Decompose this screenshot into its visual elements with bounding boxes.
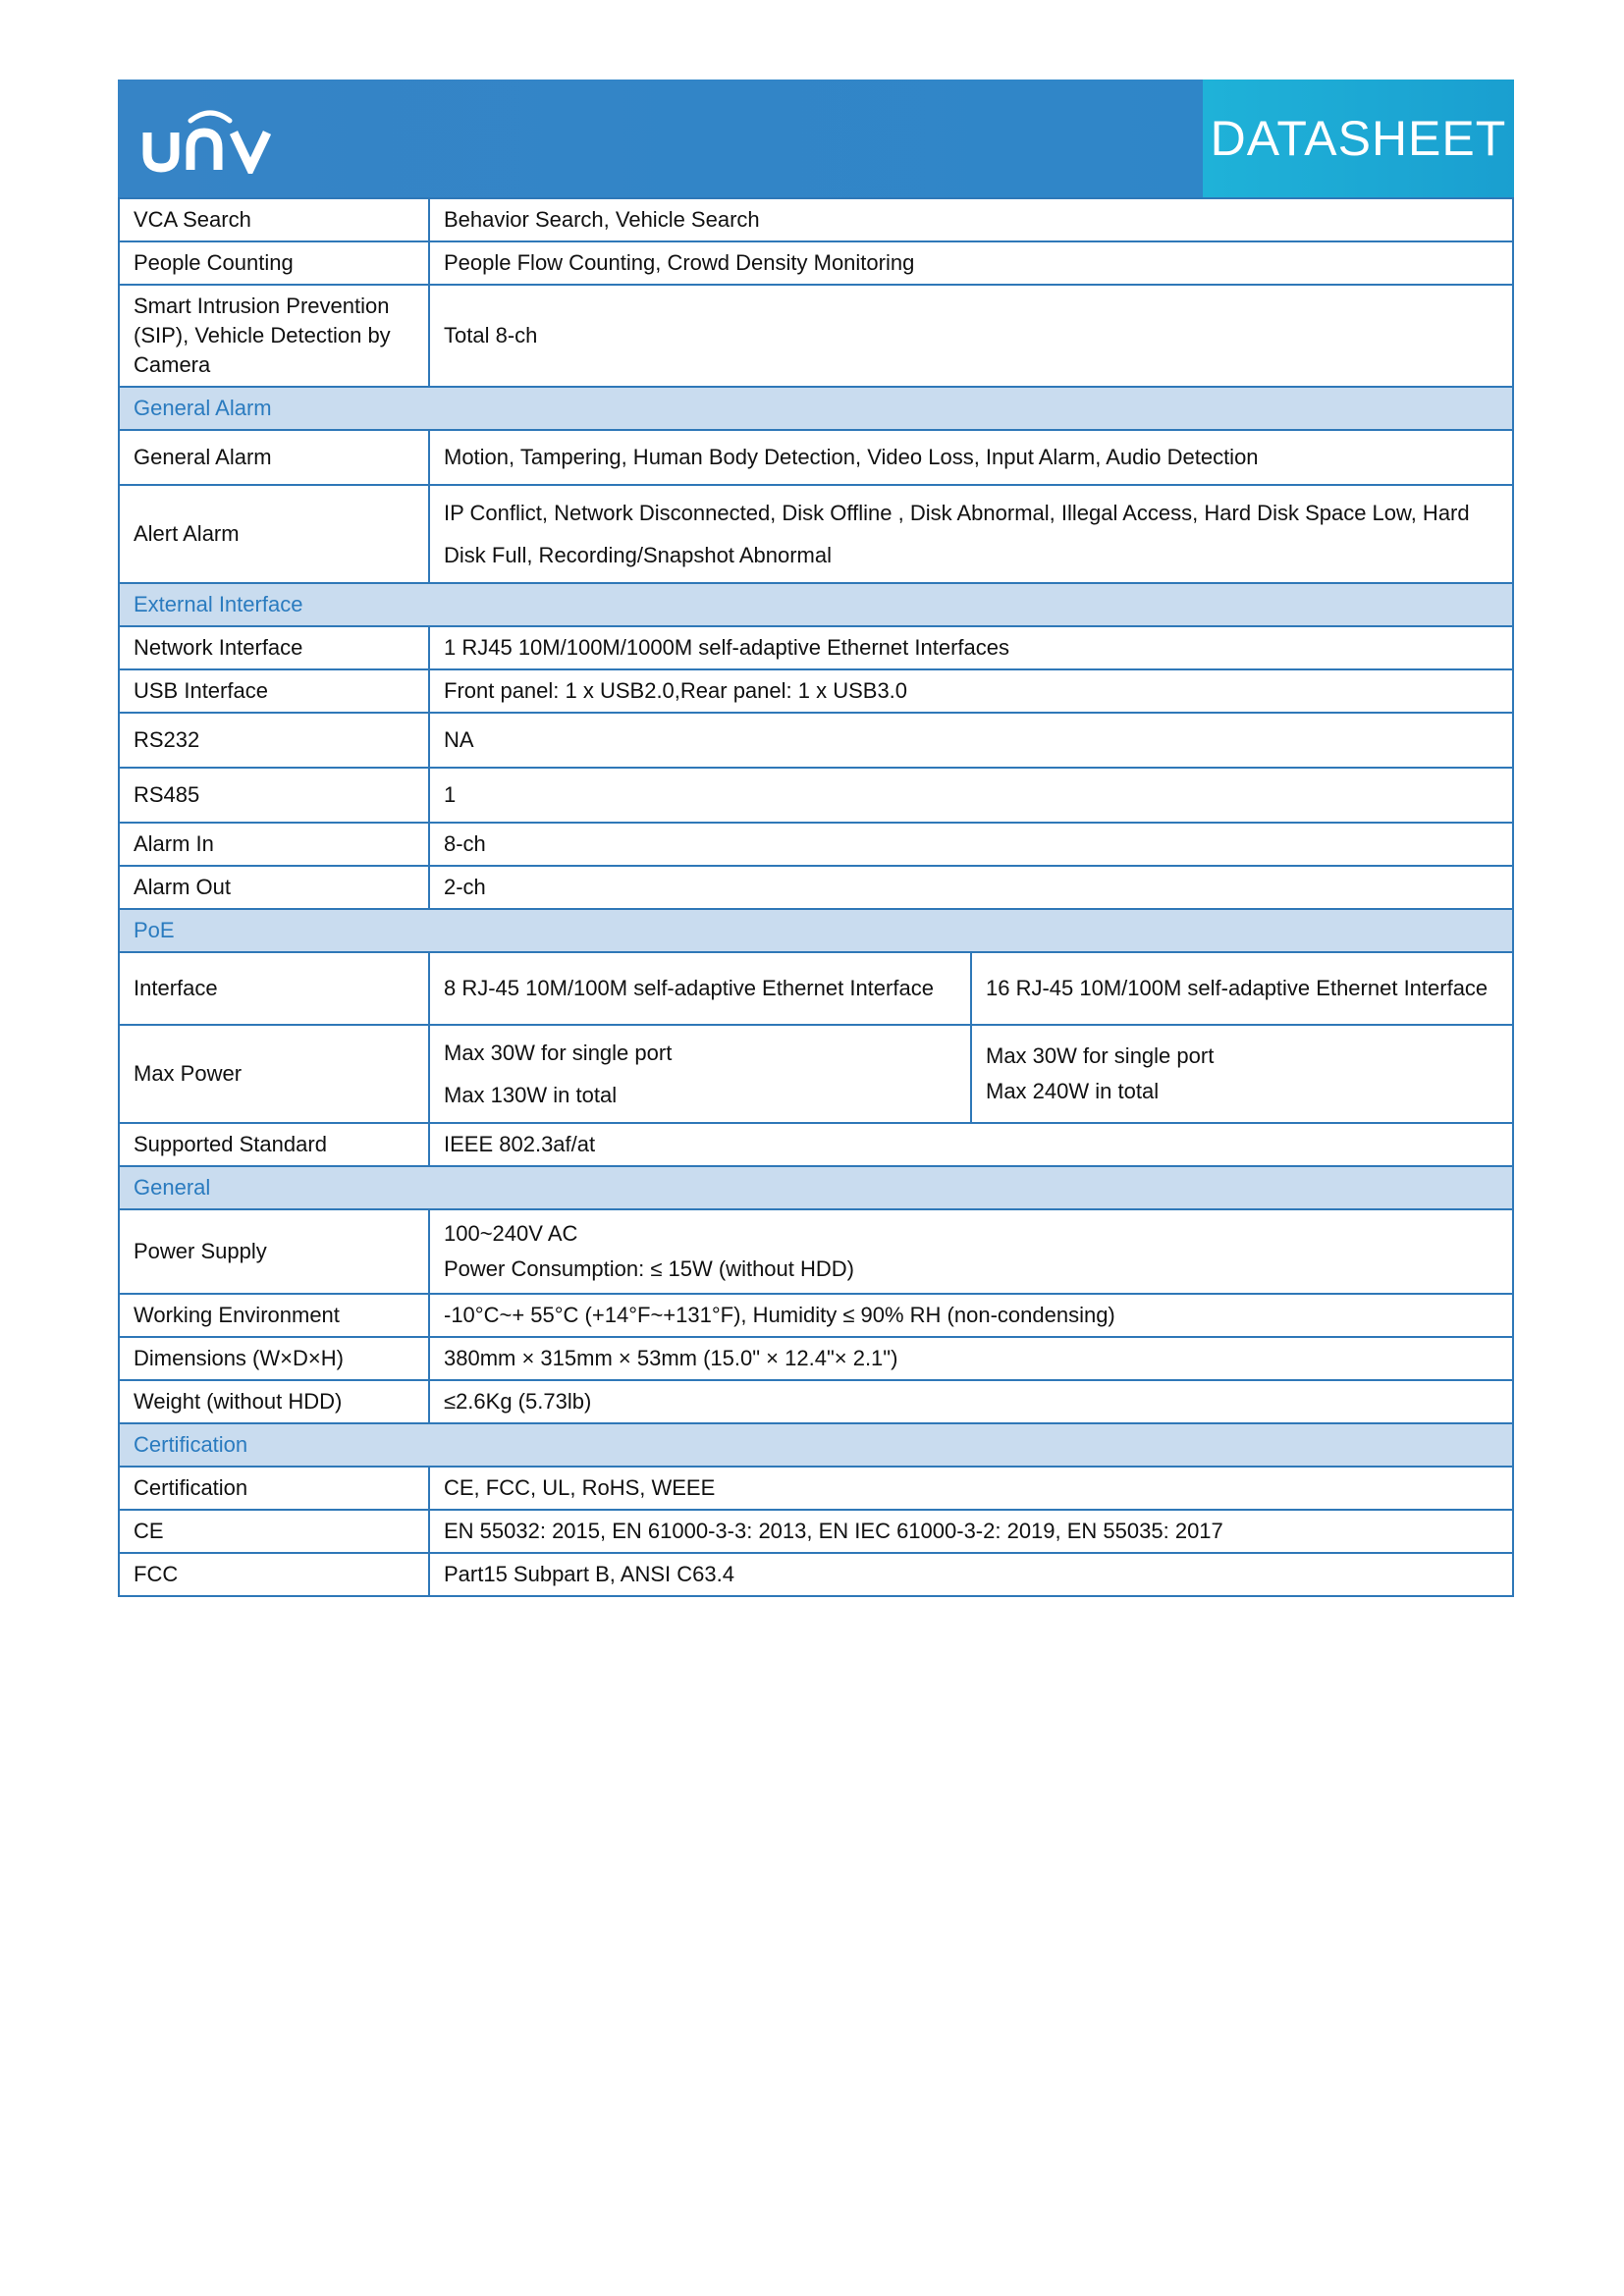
- row-label: Max Power: [119, 1025, 429, 1123]
- row-value-text: IP Conflict, Network Disconnected, Disk Offline , Disk Abnormal, Illegal Access, Hard Disk Space Low, Hard Disk Full, Recording/Snapshot Abnormal: [444, 501, 1470, 567]
- table-row: [119, 768, 1513, 823]
- table-row: [119, 241, 1513, 285]
- row-label: FCC: [119, 1553, 429, 1596]
- section-header: [119, 1166, 1513, 1209]
- table-row: [119, 1510, 1513, 1553]
- row-value: Part15 Subpart B, ANSI C63.4: [429, 1553, 1513, 1596]
- row-value: 1 RJ45 10M/100M/1000M self-adaptive Ethernet Interfaces: [429, 626, 1513, 669]
- max-power-line: Max 240W in total: [986, 1079, 1160, 1103]
- row-label: RS232: [119, 713, 429, 768]
- table-row: [119, 713, 1513, 768]
- document-type-label: DATASHEET: [1210, 111, 1507, 166]
- row-label: Supported Standard: [119, 1123, 429, 1166]
- row-value: 380mm × 315mm × 53mm (15.0" × 12.4"× 2.1"): [429, 1337, 1513, 1380]
- section-title: General Alarm: [119, 387, 1513, 430]
- section-title: PoE: [119, 909, 1513, 952]
- header-banner: [118, 80, 1514, 197]
- power-supply-line: 100~240V AC: [444, 1221, 578, 1246]
- row-value: [429, 485, 1513, 583]
- table-row: [119, 1025, 1513, 1123]
- row-value-16ch: 16 RJ-45 10M/100M self-adaptive Ethernet Interface: [971, 952, 1513, 1025]
- row-value: 1: [429, 768, 1513, 823]
- row-value-8ch: 8 RJ-45 10M/100M self-adaptive Ethernet Interface: [429, 952, 971, 1025]
- section-header: [119, 583, 1513, 626]
- row-value: ≤2.6Kg (5.73lb): [429, 1380, 1513, 1423]
- max-power-line: Max 130W in total: [444, 1083, 618, 1107]
- section-title: External Interface: [119, 583, 1513, 626]
- table-row: [119, 866, 1513, 909]
- row-label: Alarm Out: [119, 866, 429, 909]
- table-row: [119, 1553, 1513, 1596]
- row-value: Total 8-ch: [429, 285, 1513, 387]
- table-row: [119, 1294, 1513, 1337]
- table-row: [119, 1123, 1513, 1166]
- table-row: [119, 823, 1513, 866]
- row-label: Power Supply: [119, 1209, 429, 1294]
- table-row: [119, 952, 1513, 1025]
- row-label: Weight (without HDD): [119, 1380, 429, 1423]
- row-label: CE: [119, 1510, 429, 1553]
- table-row: [119, 1380, 1513, 1423]
- spec-table: [118, 197, 1514, 1597]
- row-label: Smart Intrusion Prevention (SIP), Vehicle Detection by Camera: [119, 285, 429, 387]
- table-row: [119, 285, 1513, 387]
- row-label: Alert Alarm: [119, 485, 429, 583]
- row-value: EN 55032: 2015, EN 61000-3-3: 2013, EN IEC 61000-3-2: 2019, EN 55035: 2017: [429, 1510, 1513, 1553]
- row-label: Certification: [119, 1467, 429, 1510]
- row-label: People Counting: [119, 241, 429, 285]
- table-row: [119, 669, 1513, 713]
- row-label: Working Environment: [119, 1294, 429, 1337]
- section-title: Certification: [119, 1423, 1513, 1467]
- row-value-16ch: [971, 1025, 1513, 1123]
- row-value: [429, 1209, 1513, 1294]
- section-header: [119, 909, 1513, 952]
- row-value: 8-ch: [429, 823, 1513, 866]
- row-label: VCA Search: [119, 198, 429, 241]
- datasheet-page: [118, 80, 1514, 1597]
- power-supply-line: Power Consumption: ≤ 15W (without HDD): [444, 1256, 854, 1281]
- row-label: Interface: [119, 952, 429, 1025]
- header-title-area: [1203, 80, 1514, 197]
- table-row: [119, 626, 1513, 669]
- max-power-line: Max 30W for single port: [986, 1043, 1215, 1068]
- row-value: CE, FCC, UL, RoHS, WEEE: [429, 1467, 1513, 1510]
- row-label: Network Interface: [119, 626, 429, 669]
- row-label: General Alarm: [119, 430, 429, 485]
- row-value: IEEE 802.3af/at: [429, 1123, 1513, 1166]
- table-row: [119, 198, 1513, 241]
- row-value: People Flow Counting, Crowd Density Monitoring: [429, 241, 1513, 285]
- section-header: [119, 1423, 1513, 1467]
- row-value-8ch: [429, 1025, 971, 1123]
- row-value: NA: [429, 713, 1513, 768]
- row-value: Motion, Tampering, Human Body Detection, Video Loss, Input Alarm, Audio Detection: [429, 430, 1513, 485]
- row-label: RS485: [119, 768, 429, 823]
- unv-logo: [139, 103, 287, 174]
- row-value: Front panel: 1 x USB2.0,Rear panel: 1 x USB3.0: [429, 669, 1513, 713]
- row-value: -10°C~+ 55°C (+14°F~+131°F), Humidity ≤ 90% RH (non-condensing): [429, 1294, 1513, 1337]
- table-row: [119, 485, 1513, 583]
- table-row: [119, 1337, 1513, 1380]
- row-value: Behavior Search, Vehicle Search: [429, 198, 1513, 241]
- row-label: Alarm In: [119, 823, 429, 866]
- section-title: General: [119, 1166, 1513, 1209]
- table-row: [119, 430, 1513, 485]
- table-row: [119, 1209, 1513, 1294]
- row-label: Dimensions (W×D×H): [119, 1337, 429, 1380]
- table-row: [119, 1467, 1513, 1510]
- max-power-line: Max 30W for single port: [444, 1041, 673, 1065]
- row-label: USB Interface: [119, 669, 429, 713]
- section-header: [119, 387, 1513, 430]
- header-logo-area: [118, 80, 1203, 197]
- row-value: 2-ch: [429, 866, 1513, 909]
